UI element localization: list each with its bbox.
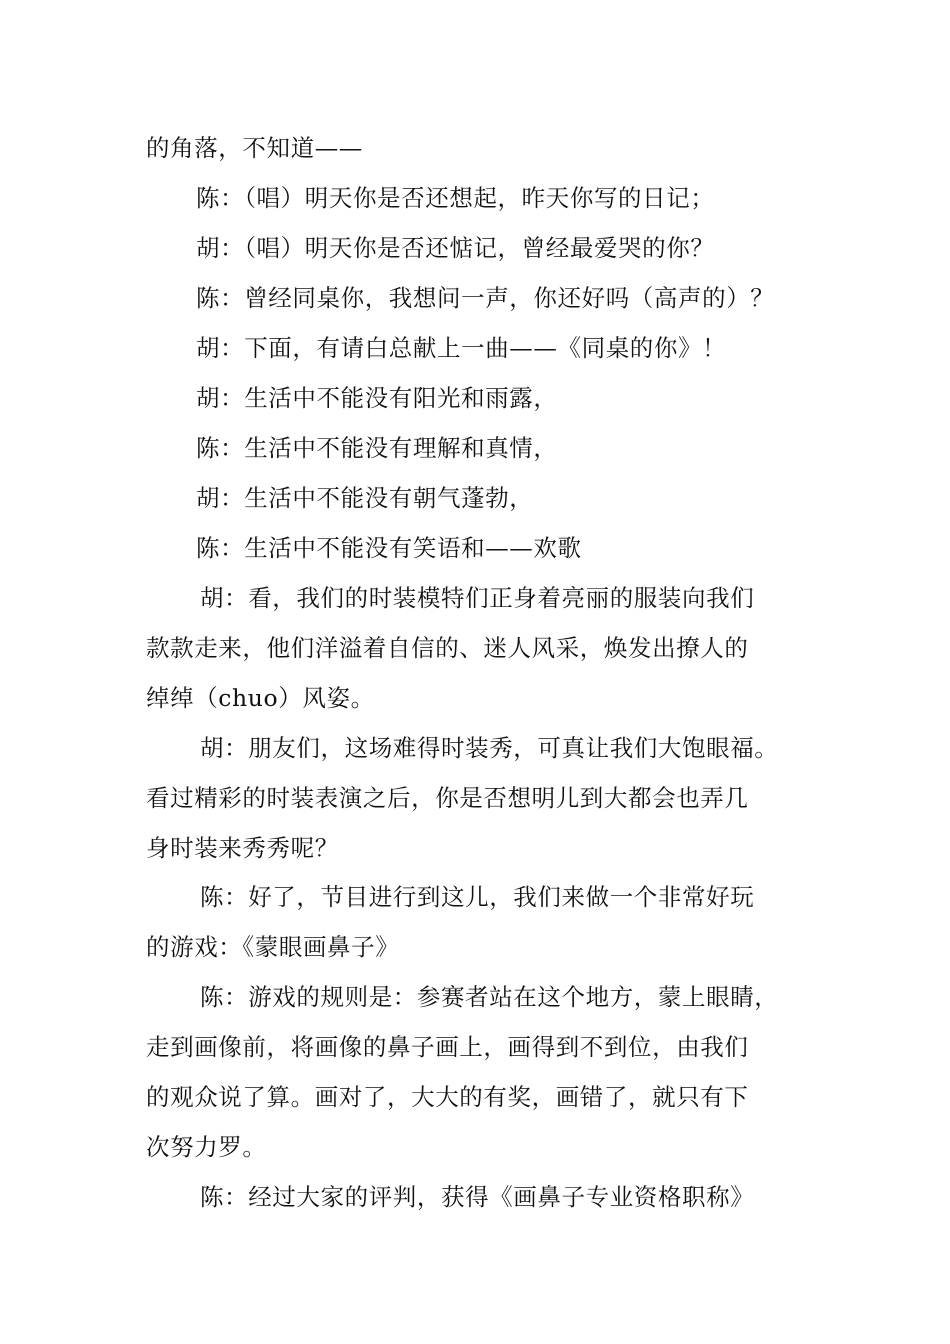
text-line: 陈：曾经同桌你，我想问一声，你还好吗（高声的）？ — [196, 284, 775, 312]
text-line: 绰绰（chuo）风姿。 — [146, 684, 375, 712]
text-line: 走到画像前，将画像的鼻子画上，画得到不到位，由我们 — [146, 1033, 749, 1061]
text-line: 胡：下面，有请白总献上一曲——《同桌的你》！ — [196, 334, 727, 362]
text-line: 胡：朋友们，这场难得时装秀，可真让我们大饱眼福。 — [200, 734, 779, 762]
text-line: 胡：生活中不能没有朝气蓬勃， — [196, 484, 534, 512]
text-line: 陈：经过大家的评判，获得《画鼻子专业资格职称》 — [200, 1183, 755, 1211]
text-line: 身时装来秀秀呢？ — [146, 834, 339, 862]
text-line: 胡：生活中不能没有阳光和雨露， — [196, 384, 558, 412]
text-line: 看过精彩的时装表演之后，你是否想明儿到大都会也弄几 — [146, 784, 749, 812]
text-line: 陈：（唱）明天你是否还想起，昨天你写的日记； — [196, 184, 715, 212]
text-line: 陈：好了，节目进行到这儿，我们来做一个非常好玩 — [200, 883, 755, 911]
text-line: 的游戏：《蒙眼画鼻子》 — [146, 933, 400, 961]
text-line: 胡：看，我们的时装模特们正身着亮丽的服装向我们 — [200, 584, 755, 612]
text-line: 胡：（唱）明天你是否还惦记，曾经最爱哭的你？ — [196, 234, 715, 262]
text-line: 陈：生活中不能没有理解和真情， — [196, 434, 558, 462]
text-line: 陈：生活中不能没有笑语和——欢歌 — [196, 534, 582, 562]
text-line: 的角落，不知道—— — [146, 134, 363, 162]
text-line: 陈：游戏的规则是：参赛者站在这个地方，蒙上眼睛， — [200, 983, 779, 1011]
text-line: 款款走来，他们洋溢着自信的、迷人风采，焕发出撩人的 — [146, 634, 749, 662]
text-line: 的观众说了算。画对了，大大的有奖，画错了，就只有下 — [146, 1083, 749, 1111]
text-line: 次努力罗。 — [146, 1133, 267, 1161]
